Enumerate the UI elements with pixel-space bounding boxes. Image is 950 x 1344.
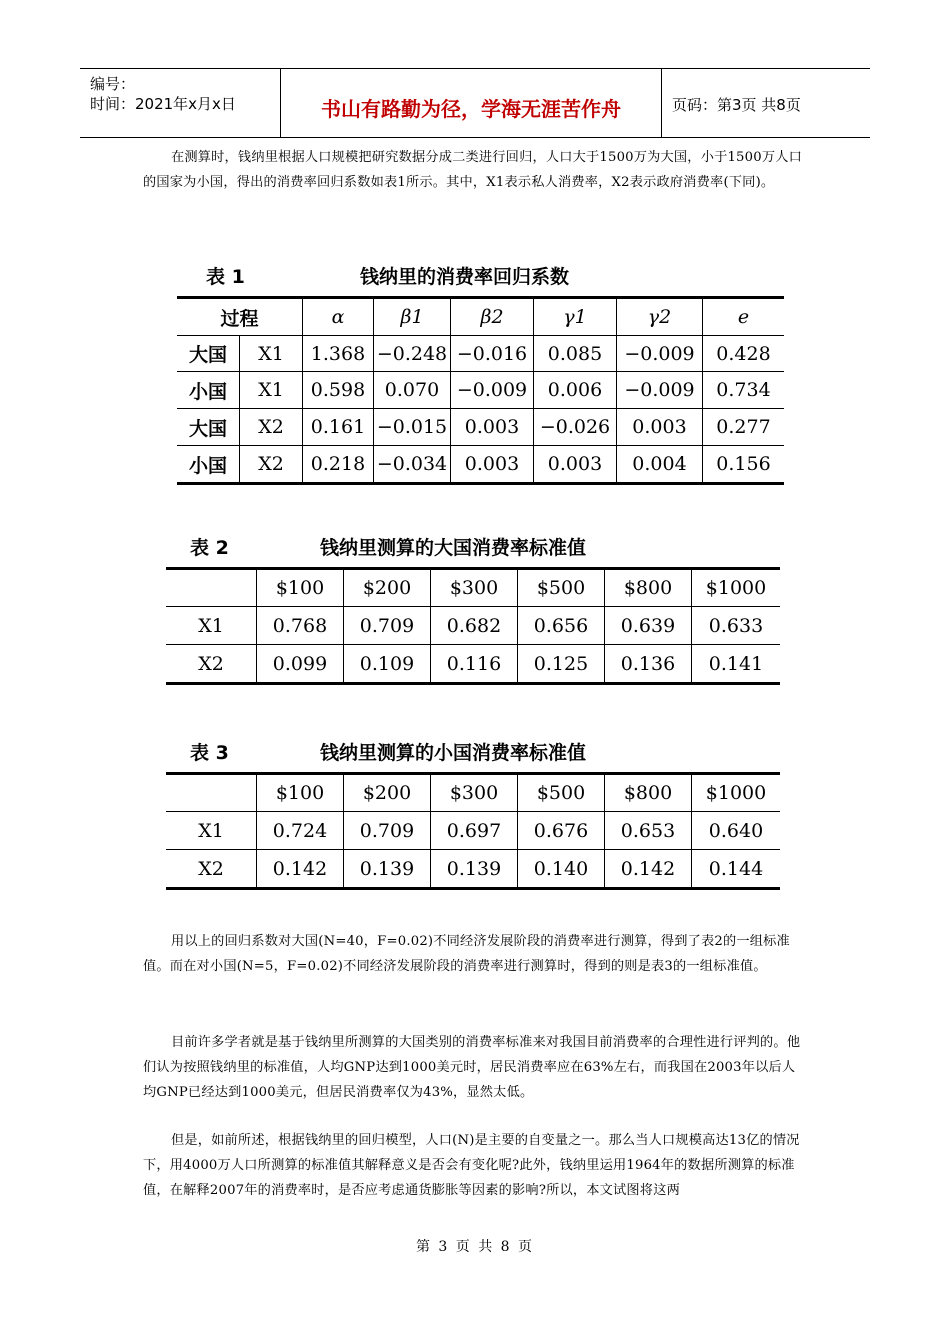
table3-label: 表 3 [190, 742, 229, 764]
table1-cell: 0.218 [303, 446, 374, 484]
table1-header-e: e [703, 298, 785, 336]
paragraph-intro: 在测算时，钱纳里根据人口规模把研究数据分成二类进行回归，人口大于1500万为大国，小于1500万人口的国家为小国，得出的消费率回归系数如表1所示。其中，X1表示私人消费率，X2表示政府消费率(下同)。 [143, 150, 802, 190]
table1-cell: −0.248 [374, 336, 451, 372]
table3-cell: 0.709 [344, 812, 431, 850]
table3-title: 钱纳里测算的小国消费率标准值 [320, 742, 587, 764]
table2-cell: 0.125 [518, 645, 605, 684]
table3-cell: 0.640 [692, 812, 781, 850]
table-row [166, 850, 780, 889]
table2-cell: 0.141 [692, 645, 781, 684]
table1-cell: 0.156 [703, 446, 785, 484]
paragraph-scholars-view: 目前许多学者就是基于钱纳里所测算的大国类别的消费率标准来对我国目前消费率的合理性进行评判的。他们认为按照钱纳里的标准值，人均GNP达到1000美元时，居民消费率应在63%左右，而我国在2003年以后人均GNP已经达到1000美元，但居民消费率仅为43%，显然太低。 [143, 1035, 801, 1100]
table1-cell: −0.026 [534, 409, 617, 446]
table3-header-cell: $300 [431, 774, 518, 812]
table1-cell: 0.003 [451, 446, 534, 484]
table1-cell: 0.070 [374, 372, 451, 409]
table2-header-cell: $1000 [692, 569, 781, 607]
table3-header-cell [166, 774, 257, 812]
table1-cell: 大国 [177, 336, 240, 372]
table2-cell: 0.099 [257, 645, 344, 684]
table1 [177, 296, 784, 485]
header-page-info: 页码：第3页 共8页 [672, 96, 801, 114]
table2-cell: 0.639 [605, 607, 692, 645]
table1-cell: 0.006 [534, 372, 617, 409]
table3-cell: 0.697 [431, 812, 518, 850]
table2-cell: X1 [166, 607, 257, 645]
table-row [177, 409, 784, 446]
paragraph-questions: 但是，如前所述，根据钱纳里的回归模型，人口(N)是主要的自变量之一。那么当人口规模高达13亿的情况下，用4000万人口所测算的标准值其解释意义是否会有变化呢?此外，钱纳里运用1964年的数据所测算的标准值，在解释2007年的消费率时，是否应考虑通货膨胀等因素的影响?所以，本文试图将这两 [143, 1133, 800, 1198]
table2-header-cell [166, 569, 257, 607]
table2-cell: 0.116 [431, 645, 518, 684]
table2-cell: X2 [166, 645, 257, 684]
table1-cell: X1 [240, 372, 303, 409]
table2-cell: 0.656 [518, 607, 605, 645]
page-footer: 第 3 页 共 8 页 [415, 1239, 535, 1255]
table1-cell: X2 [240, 446, 303, 484]
table1-cell: −0.016 [451, 336, 534, 372]
table1-header-beta2: β2 [451, 298, 534, 336]
table1-header-row [177, 298, 784, 336]
table1-header-gamma2: γ2 [617, 298, 703, 336]
table3-header-cell: $1000 [692, 774, 781, 812]
header-motto-cell [281, 69, 662, 137]
table2-header-cell: $800 [605, 569, 692, 607]
header-motto: 书山有路勤为径，学海无涯苦作舟 [321, 97, 621, 121]
table2-header-cell: $100 [257, 569, 344, 607]
table3-header-cell: $200 [344, 774, 431, 812]
table1-cell: X2 [240, 409, 303, 446]
table1-cell: −0.009 [451, 372, 534, 409]
table3-cell: 0.142 [257, 850, 344, 889]
table1-label: 表 1 [206, 266, 245, 288]
table3-cell: X2 [166, 850, 257, 889]
table1-cell: 小国 [177, 372, 240, 409]
table1-cell: 0.003 [534, 446, 617, 484]
table1-cell: 大国 [177, 409, 240, 446]
table2-cell: 0.709 [344, 607, 431, 645]
table-row [166, 812, 780, 850]
table2-cell: 0.768 [257, 607, 344, 645]
table3-cell: 0.140 [518, 850, 605, 889]
table3-cell: 0.676 [518, 812, 605, 850]
paragraph-tables-explained: 用以上的回归系数对大国(N=40，F=0.02)不同经济发展阶段的消费率进行测算，得到了表2的一组标准值。而在对小国(N=5，F=0.02)不同经济发展阶段的消费率进行测算时，得到的则是表3的一组标准值。 [143, 934, 790, 974]
document-date-label: 时间：2021年x月x日 [90, 95, 236, 113]
table1-cell: 0.003 [451, 409, 534, 446]
table2-cell: 0.109 [344, 645, 431, 684]
table3-cell: 0.724 [257, 812, 344, 850]
table1-cell: 0.003 [617, 409, 703, 446]
table3-header-cell: $100 [257, 774, 344, 812]
table1-header-process: 过程 [177, 298, 303, 336]
table3-header-cell: $800 [605, 774, 692, 812]
table1-cell: 0.277 [703, 409, 785, 446]
table1-cell: 0.734 [703, 372, 785, 409]
table1-cell: X1 [240, 336, 303, 372]
header-meta-cell [80, 69, 281, 137]
table1-cell: 0.085 [534, 336, 617, 372]
table1-cell: 1.368 [303, 336, 374, 372]
table3-header-cell: $500 [518, 774, 605, 812]
table2-header-cell: $200 [344, 569, 431, 607]
table1-header-beta1: β1 [374, 298, 451, 336]
table3 [166, 772, 780, 890]
table2-header-cell: $500 [518, 569, 605, 607]
table2-title: 钱纳里测算的大国消费率标准值 [320, 537, 587, 559]
document-number-label: 编号： [90, 75, 136, 93]
header-page-cell [662, 69, 870, 137]
table2 [166, 567, 780, 685]
table2-cell: 0.682 [431, 607, 518, 645]
table2-cell: 0.633 [692, 607, 781, 645]
table-row [166, 607, 780, 645]
table3-header-row [166, 774, 780, 812]
table-row [177, 446, 784, 484]
table3-cell: 0.144 [692, 850, 781, 889]
table2-header-cell: $300 [431, 569, 518, 607]
table2-header-row [166, 569, 780, 607]
table1-cell: 0.161 [303, 409, 374, 446]
table3-cell: X1 [166, 812, 257, 850]
table-row [177, 336, 784, 372]
table3-cell: 0.139 [344, 850, 431, 889]
table1-cell: −0.015 [374, 409, 451, 446]
table1-cell: 0.598 [303, 372, 374, 409]
table2-label: 表 2 [190, 537, 229, 559]
table1-cell: −0.009 [617, 372, 703, 409]
table2-cell: 0.136 [605, 645, 692, 684]
table1-cell: −0.009 [617, 336, 703, 372]
table1-cell: 0.004 [617, 446, 703, 484]
table1-cell: 小国 [177, 446, 240, 484]
page-header [80, 68, 870, 138]
table3-cell: 0.142 [605, 850, 692, 889]
table1-header-gamma1: γ1 [534, 298, 617, 336]
table1-cell: −0.034 [374, 446, 451, 484]
table1-title: 钱纳里的消费率回归系数 [360, 266, 570, 288]
table1-header-alpha: α [303, 298, 374, 336]
table3-cell: 0.139 [431, 850, 518, 889]
table3-cell: 0.653 [605, 812, 692, 850]
table-row [177, 372, 784, 409]
table-row [166, 645, 780, 684]
table1-cell: 0.428 [703, 336, 785, 372]
